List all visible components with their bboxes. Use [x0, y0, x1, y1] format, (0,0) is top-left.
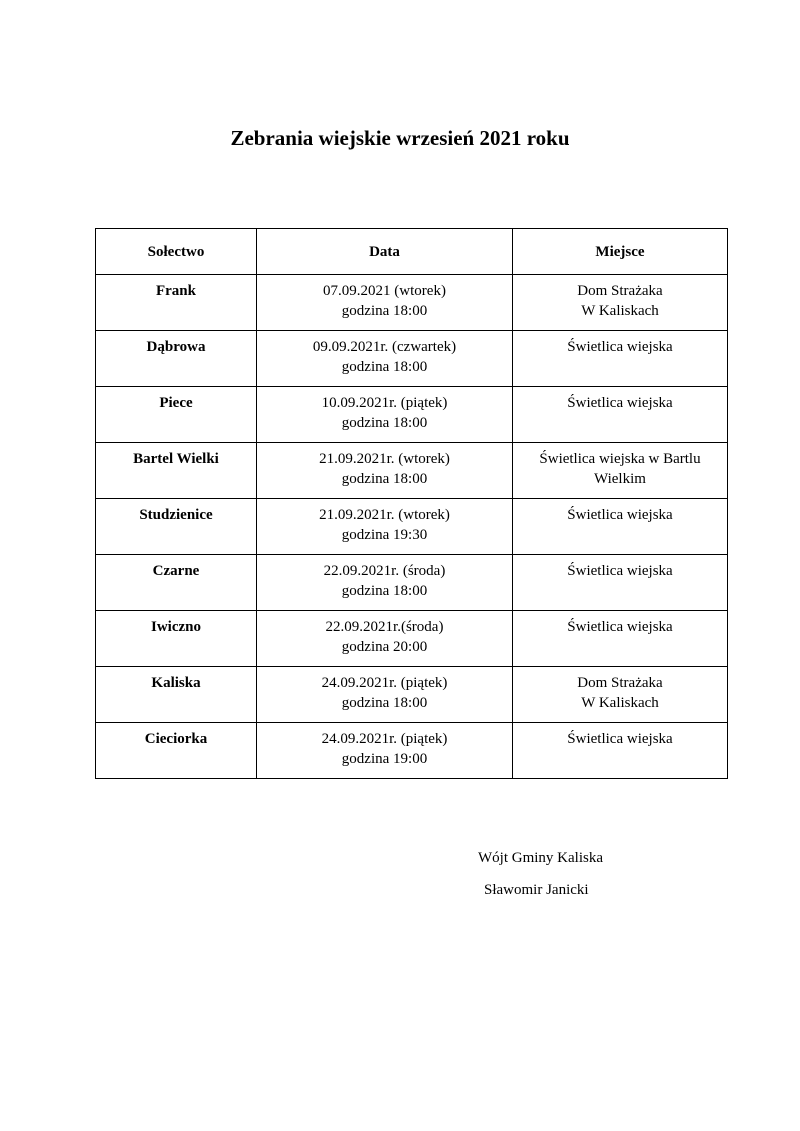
table-row: [96, 667, 728, 723]
table-row: [96, 331, 728, 387]
time-text: godzina 19:30: [341, 527, 428, 543]
table-row: [96, 611, 728, 667]
table-row: [96, 723, 728, 779]
place-cell: [513, 443, 728, 499]
place-text: Dom Strażaka: [577, 675, 663, 691]
solectwo-cell: Cieciorka: [96, 723, 257, 779]
time-text: godzina 18:00: [341, 359, 428, 375]
solectwo-cell: Frank: [96, 275, 257, 331]
table-row: [96, 443, 728, 499]
time-text: godzina 18:00: [341, 303, 428, 319]
place-text: Świetlica wiejska: [567, 507, 673, 523]
time-text: godzina 19:00: [341, 751, 428, 767]
solectwo-cell: Czarne: [96, 555, 257, 611]
place-text: Świetlica wiejska: [567, 563, 673, 579]
place-cell: [513, 499, 728, 555]
date-cell: [257, 387, 513, 443]
date-text: 10.09.2021r. (piątek): [321, 395, 448, 411]
time-text: godzina 18:00: [341, 471, 428, 487]
document-title: Zebrania wiejskie wrzesień 2021 roku: [230, 126, 570, 150]
date-cell: [257, 667, 513, 723]
place-cell: [513, 723, 728, 779]
time-text: godzina 18:00: [341, 415, 428, 431]
table-row: [96, 499, 728, 555]
place-text: Świetlica wiejska: [567, 395, 673, 411]
date-text: 24.09.2021r. (piątek): [321, 731, 448, 747]
date-text: 22.09.2021r.(środa): [325, 619, 444, 635]
place-text: Świetlica wiejska w Bartlu: [539, 451, 701, 467]
header-solectwo: Sołectwo: [96, 229, 257, 275]
solectwo-cell: Piece: [96, 387, 257, 443]
place-text: Świetlica wiejska: [567, 619, 673, 635]
signature-title: Wójt Gminy Kaliska: [478, 850, 603, 866]
time-text: godzina 18:00: [341, 583, 428, 599]
solectwo-cell: Dąbrowa: [96, 331, 257, 387]
solectwo-cell: Kaliska: [96, 667, 257, 723]
table-row: [96, 387, 728, 443]
place-text: Świetlica wiejska: [567, 731, 673, 747]
place-text: Dom Strażaka: [577, 283, 663, 299]
date-text: 21.09.2021r. (wtorek): [319, 451, 450, 467]
place-cell: [513, 611, 728, 667]
place-text-2: W Kaliskach: [581, 695, 659, 711]
place-text: Świetlica wiejska: [567, 339, 673, 355]
time-text: godzina 20:00: [341, 639, 428, 655]
date-cell: [257, 275, 513, 331]
date-cell: [257, 555, 513, 611]
place-cell: [513, 667, 728, 723]
place-cell: [513, 387, 728, 443]
place-text-2: Wielkim: [594, 471, 646, 487]
place-cell: [513, 555, 728, 611]
solectwo-cell: Iwiczno: [96, 611, 257, 667]
solectwo-cell: Studzienice: [96, 499, 257, 555]
date-text: 21.09.2021r. (wtorek): [319, 507, 450, 523]
date-text: 07.09.2021 (wtorek): [323, 283, 446, 299]
signature-name: Sławomir Janicki: [484, 882, 589, 898]
meeting-schedule-table: [95, 228, 728, 779]
header-miejsce: Miejsce: [513, 229, 728, 275]
time-text: godzina 18:00: [341, 695, 428, 711]
solectwo-cell: Bartel Wielki: [96, 443, 257, 499]
date-text: 09.09.2021r. (czwartek): [312, 339, 457, 355]
date-cell: [257, 499, 513, 555]
table-row: [96, 275, 728, 331]
header-data: Data: [257, 229, 513, 275]
table-header-row: [96, 229, 728, 275]
date-text: 22.09.2021r. (środa): [323, 563, 446, 579]
place-cell: [513, 331, 728, 387]
place-text-2: W Kaliskach: [581, 303, 659, 319]
date-cell: [257, 443, 513, 499]
signature-block: [472, 842, 603, 906]
date-text: 24.09.2021r. (piątek): [321, 675, 448, 691]
table-row: [96, 555, 728, 611]
date-cell: [257, 611, 513, 667]
date-cell: [257, 723, 513, 779]
date-cell: [257, 331, 513, 387]
place-cell: [513, 275, 728, 331]
